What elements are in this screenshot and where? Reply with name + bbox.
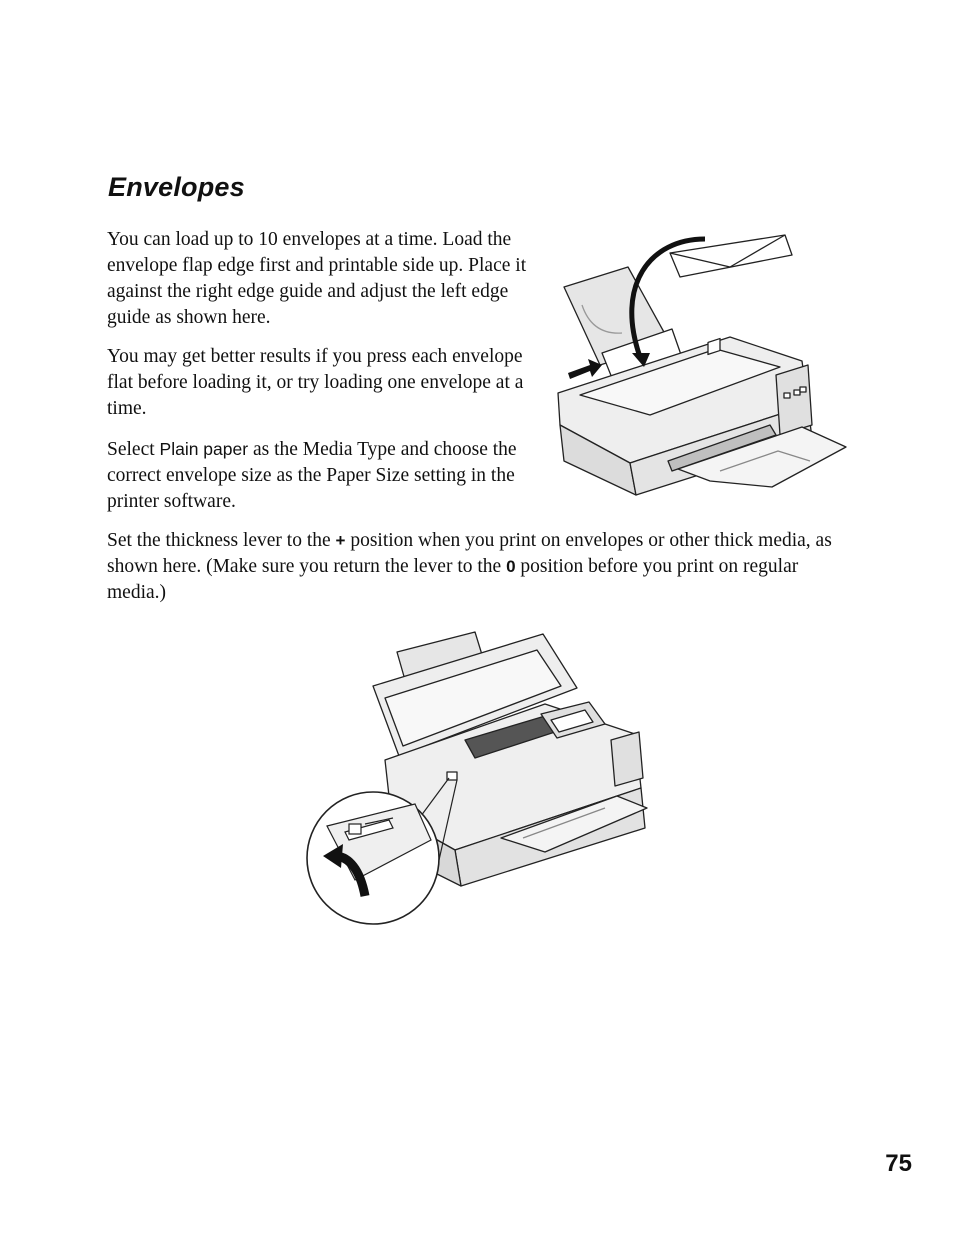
printer-thickness-lever-illustration: [305, 628, 655, 928]
para4-middle: position when you print on envelopes or other thick media, as shown here. (Make sure you return the lever to the: [107, 530, 832, 577]
para4-after: position before you print on regular media.): [107, 556, 799, 603]
media-type-term: Plain paper: [159, 439, 249, 459]
zero-symbol: 0: [506, 557, 516, 576]
paragraph-thickness-lever: [107, 528, 842, 606]
para4-before: Set the thickness lever to the: [107, 530, 336, 551]
plus-symbol: +: [335, 531, 346, 550]
paragraph-media-type: [107, 436, 531, 515]
paragraph-envelope-loading: You can load up to 10 envelopes at a time. Load the envelope flap edge first and printable side up. Place it against the right edge guide and adjust the left edge guide as shown here.: [107, 229, 527, 328]
page-number: 75: [885, 1150, 912, 1177]
section-title: Envelopes: [108, 172, 245, 202]
paragraph-press-flat: You may get better results if you press each envelope flat before loading it, or try loading one envelope at a time.: [107, 346, 524, 419]
para3-after: as the Media Type and choose the correct envelope size as the Paper Size setting in the printer software.: [107, 439, 517, 512]
printer-envelope-loading-illustration: [540, 225, 860, 505]
para3-before: Select: [107, 439, 160, 460]
